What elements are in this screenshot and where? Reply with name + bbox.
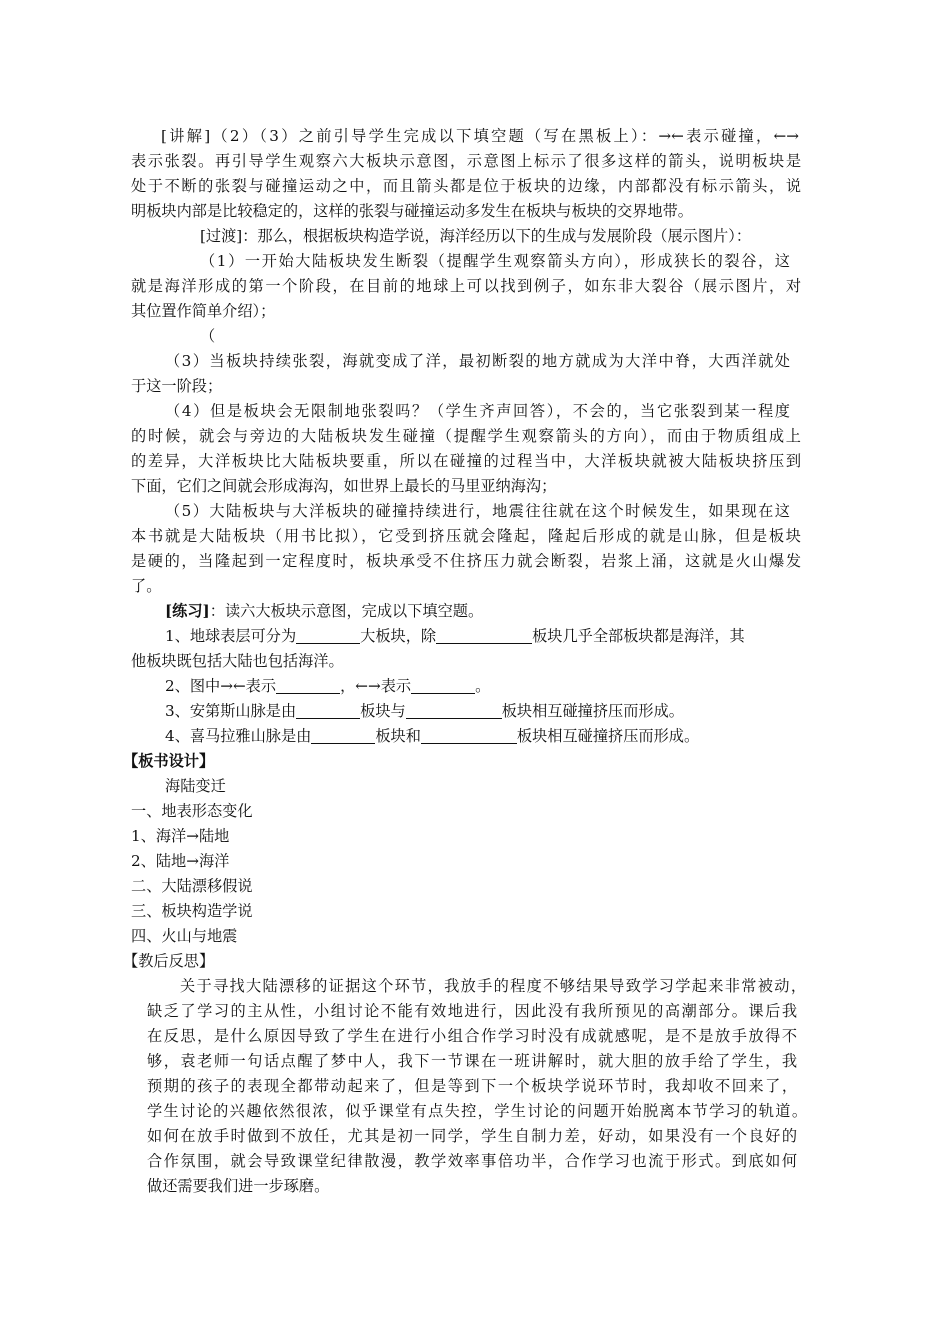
- reflection-heading: 【教后反思】: [123, 952, 215, 970]
- stage1-line-1: （1）一开始大陆板块发生断裂（提醒学生观察箭头方向），形成狭长的裂谷，这: [200, 252, 790, 270]
- board-item-5: 三、板块构造学说: [131, 902, 253, 920]
- lecture-line-1: [讲解]（2）（3）之前引导学生完成以下填空题（写在黑板上）：→←表示碰撞，←→: [161, 127, 799, 145]
- q2-text-a: 2、图中→←表示: [165, 677, 277, 695]
- board-item-1: 一、地表形态变化: [131, 802, 253, 820]
- q1-text-b: 大板块，除: [360, 627, 437, 645]
- question-1-cont: 他板块既包括大陆也包括海洋。: [131, 652, 344, 670]
- reflection-line-3: 在反思，是什么原因导致了学生在进行小组合作学习时没有成就感呢，是不是放手放得不: [147, 1027, 797, 1045]
- board-item-6: 四、火山与地震: [131, 927, 238, 945]
- reflection-line-8: 合作氛围，就会导致课堂纪律散漫，教学效率事倍功半，合作学习也流于形式。到底如何: [147, 1152, 797, 1170]
- reflection-line-4: 够，袁老师一句话点醒了梦中人，我下一节课在一班讲解时，就大胆的放手给了学生，我: [147, 1052, 797, 1070]
- q1-text-c: 板块几乎全部板块都是海洋，其: [532, 627, 745, 645]
- reflection-line-7: 如何在放手时做到不放任，尤其是初一同学，学生自制力差，好动，如果没有一个良好的: [147, 1127, 797, 1145]
- reflection-line-2: 缺乏了学习的主从性，小组讨论不能有效地进行，因此没有我所预见的高潮部分。课后我: [147, 1002, 797, 1020]
- q4-blank-2[interactable]: [421, 726, 517, 744]
- reflection-line-1: 关于寻找大陆漂移的证据这个环节，我放手的程度不够结果导致学习学起来非常被动，: [180, 977, 806, 995]
- stage5-line-4: 了。: [131, 577, 162, 595]
- stage5-line-1: （5）大陆板块与大洋板块的碰撞持续进行，地震往往就在这个时候发生，如果现在这: [165, 502, 790, 520]
- q2-text-c: 。: [475, 677, 491, 695]
- q1-blank-2[interactable]: [436, 626, 532, 644]
- stage2-line: （: [200, 327, 216, 345]
- q3-blank-2[interactable]: [406, 701, 502, 719]
- q3-text-b: 板块与: [360, 702, 406, 720]
- stage1-line-3: 其位置作简单介绍）；: [131, 302, 276, 320]
- lecture-line-2: 表示张裂。再引导学生观察六大板块示意图，示意图上标示了很多这样的箭头，说明板块是: [131, 152, 801, 170]
- q2-blank-2[interactable]: [411, 676, 475, 694]
- transition-line: [过渡]：那么，根据板块构造学说，海洋经历以下的生成与发展阶段（展示图片）：: [200, 227, 752, 245]
- practice-label: [练习]: [165, 602, 210, 620]
- q2-text-b: ，←→表示: [340, 677, 412, 695]
- stage4-line-2: 的时候，就会与旁边的大陆板块发生碰撞（提醒学生观察箭头的方向），而由于物质组成上: [131, 427, 801, 445]
- q3-text-c: 板块相互碰撞挤压而形成。: [501, 702, 684, 720]
- stage4-line-1: （4）但是板块会无限制地张裂吗？（学生齐声回答），不会的，当它张裂到某一程度: [165, 402, 790, 420]
- q3-blank-1[interactable]: [296, 701, 360, 719]
- q4-blank-1[interactable]: [311, 726, 375, 744]
- q4-text-c: 板块相互碰撞挤压而形成。: [516, 727, 700, 745]
- question-3: [165, 699, 684, 723]
- stage5-line-3: 是硬的，当隆起到一定程度时，板块承受不住挤压力就会断裂，岩浆上涌，这就是火山爆发: [131, 552, 801, 570]
- stage3-line-2: 于这一阶段；: [131, 377, 223, 395]
- practice-intro-text: ：读六大板块示意图，完成以下填空题。: [209, 602, 484, 620]
- lecture-line-4: 明板块内部是比较稳定的，这样的张裂与碰撞运动多发生在板块与板块的交界地带。: [131, 202, 693, 220]
- q4-text-b: 板块和: [375, 727, 421, 745]
- q3-text-a: 3、安第斯山脉是由: [165, 702, 297, 720]
- board-heading: 【板书设计】: [123, 752, 215, 770]
- q1-blank-1[interactable]: [296, 626, 360, 644]
- board-title: 海陆变迁: [165, 777, 226, 795]
- q2-blank-1[interactable]: [276, 676, 340, 694]
- practice-intro: [165, 599, 483, 623]
- stage3-line-1: （3）当板块持续张裂，海就变成了洋，最初断裂的地方就成为大洋中脊，大西洋就处: [165, 352, 790, 370]
- q1-text-a: 1、地球表层可分为: [165, 627, 297, 645]
- board-item-4: 二、大陆漂移假说: [131, 877, 253, 895]
- board-item-2: 1、海洋→陆地: [131, 827, 230, 845]
- reflection-line-6: 学生讨论的兴趣依然很浓，似乎课堂有点失控，学生讨论的问题开始脱离本节学习的轨道。: [147, 1102, 807, 1120]
- stage1-line-2: 就是海洋形成的第一个阶段，在目前的地球上可以找到例子，如东非大裂谷（展示图片，对: [131, 277, 801, 295]
- stage5-line-2: 本书就是大陆板块（用书比拟），它受到挤压就会隆起，隆起后形成的就是山脉，但是板块: [131, 527, 801, 545]
- stage4-line-3: 的差异，大洋板块比大陆板块要重，所以在碰撞的过程当中，大洋板块就被大陆板块挤压到: [131, 452, 801, 470]
- question-1: [165, 624, 745, 648]
- lecture-line-3: 处于不断的张裂与碰撞运动之中，而且箭头都是位于板块的边缘，内部都没有标示箭头，说: [131, 177, 801, 195]
- board-item-3: 2、陆地→海洋: [131, 852, 230, 870]
- reflection-line-9: 做还需要我们进一步琢磨。: [147, 1177, 330, 1195]
- question-2: [165, 674, 490, 698]
- q4-text-a: 4、喜马拉雅山脉是由: [165, 727, 312, 745]
- reflection-line-5: 预期的孩子的表现全都带动起来了，但是等到下一个板块学说环节时，我却收不回来了，: [147, 1077, 797, 1095]
- stage4-line-4: 下面，它们之间就会形成海沟，如世界上最长的马里亚纳海沟；: [131, 477, 557, 495]
- question-4: [165, 724, 699, 748]
